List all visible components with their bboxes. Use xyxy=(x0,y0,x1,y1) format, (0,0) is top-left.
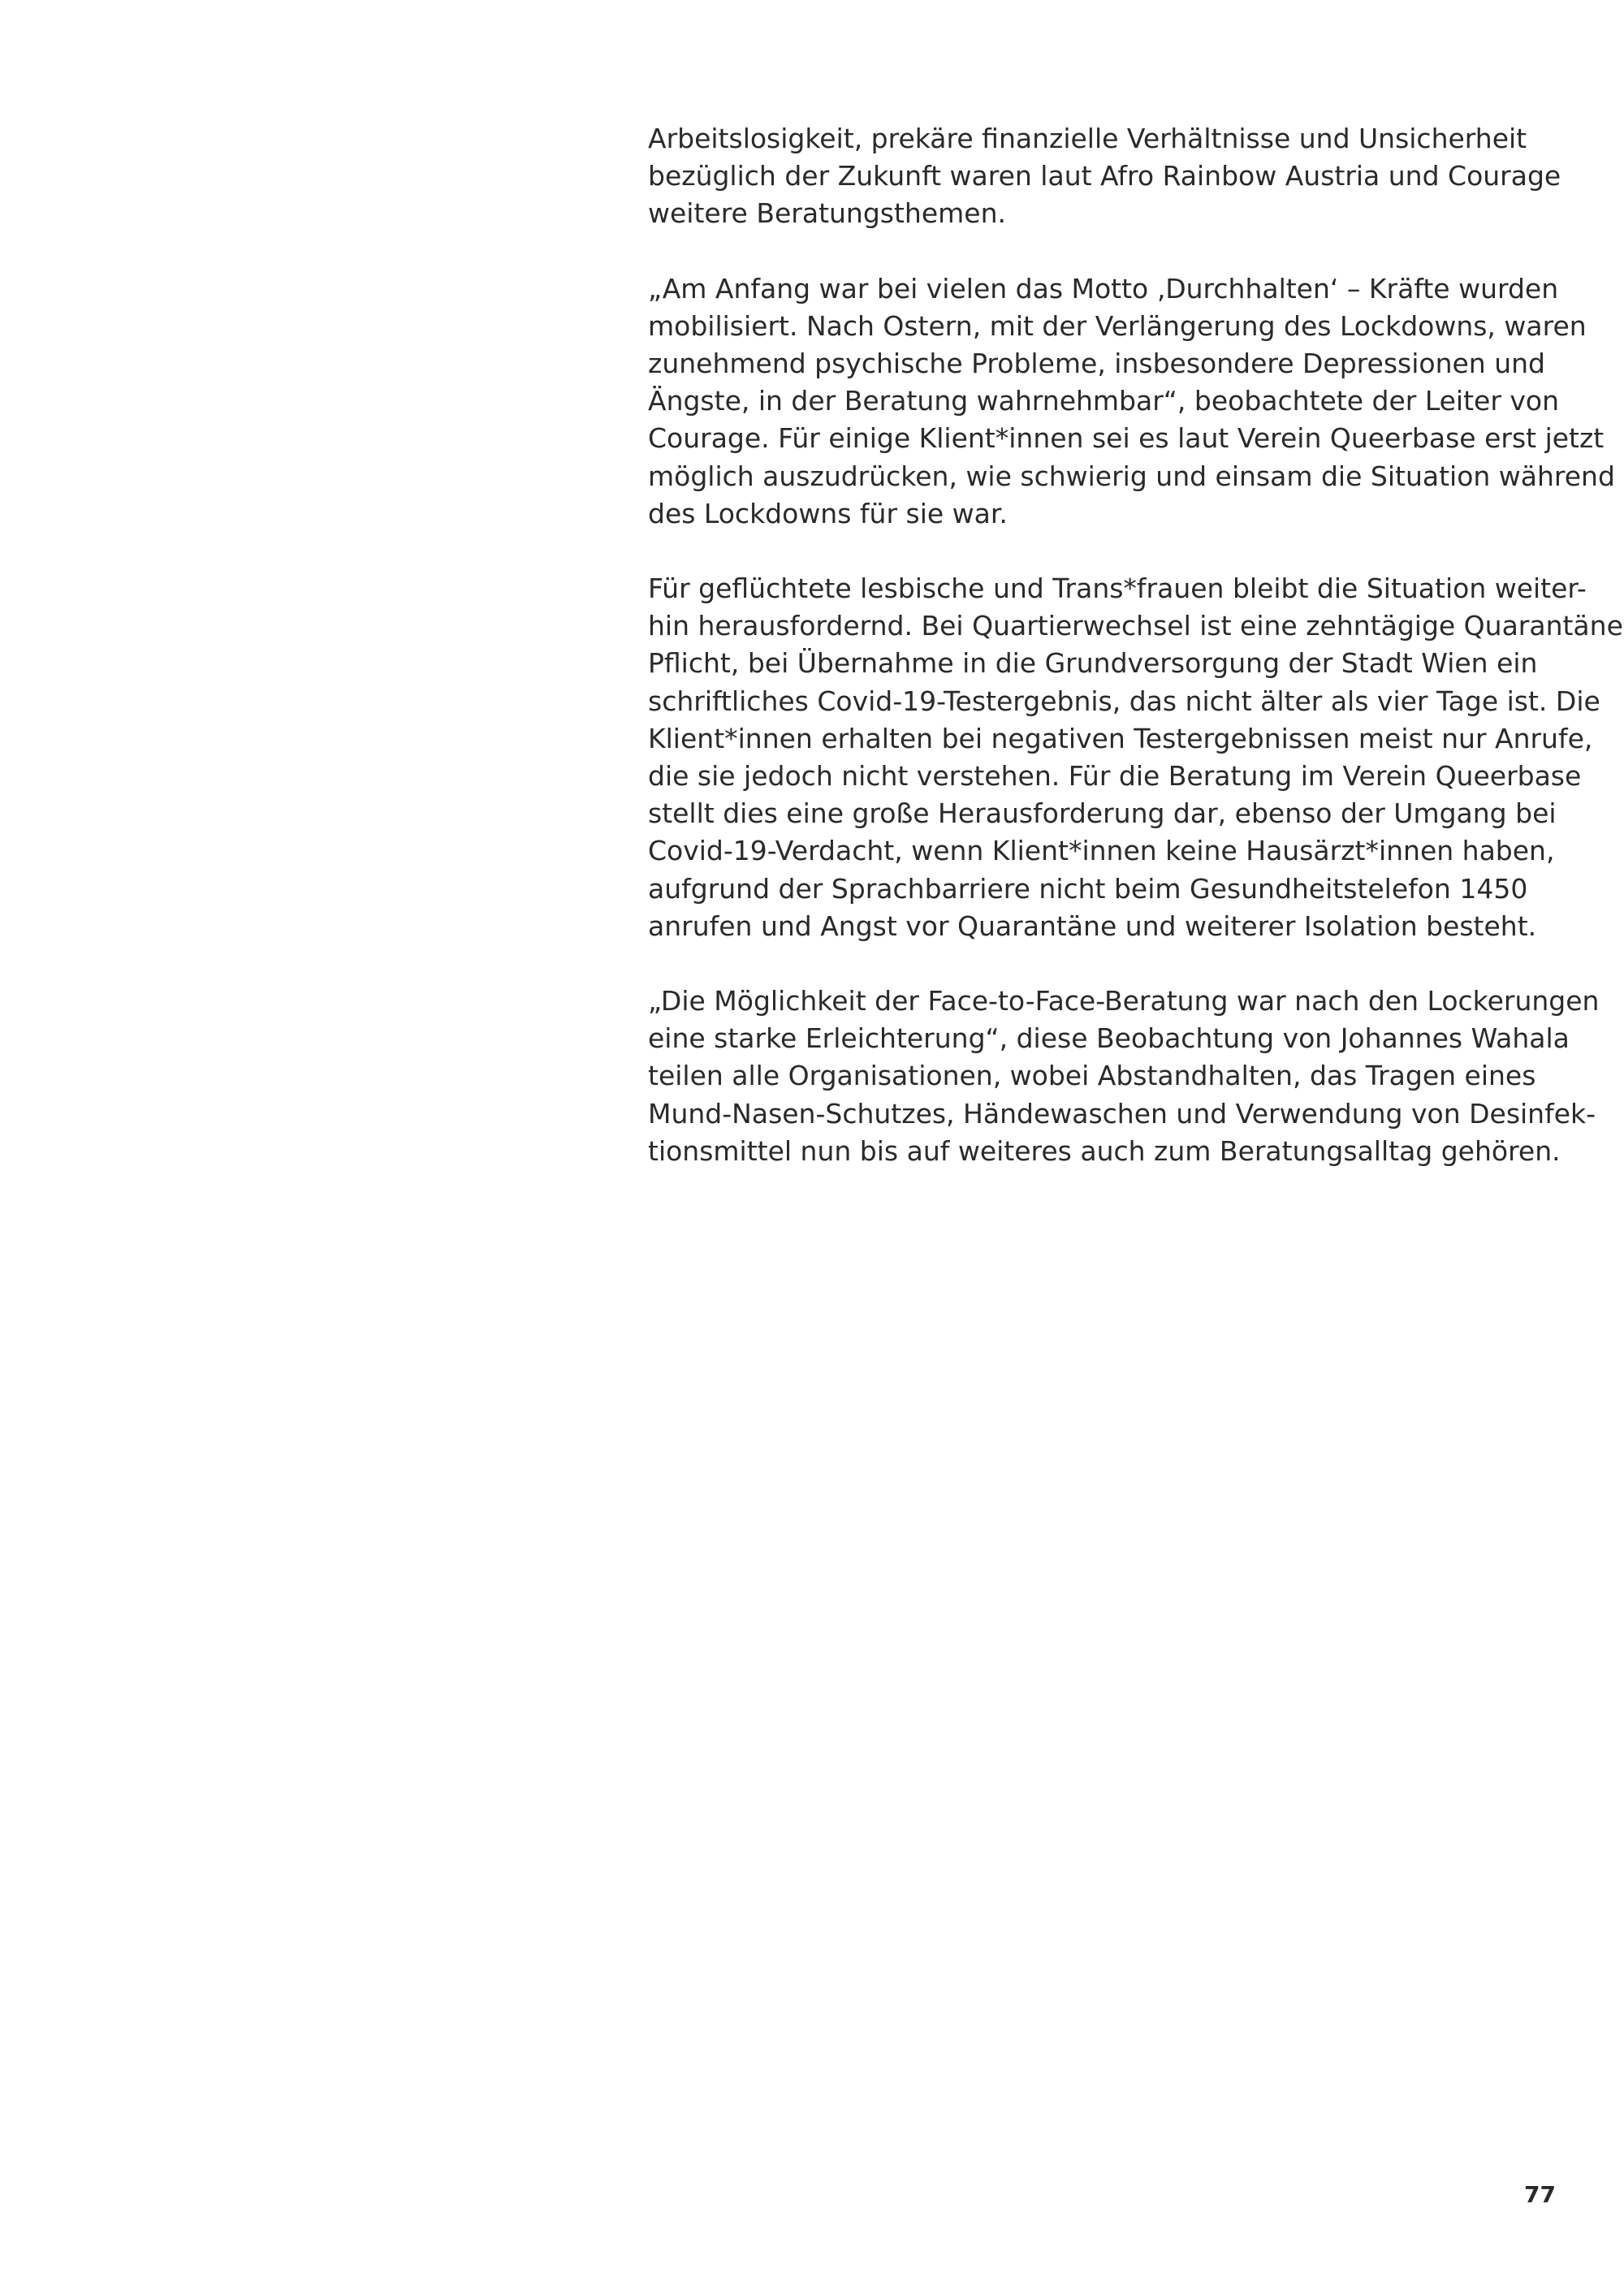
text-line: Pflicht, bei Übernahme in die Grundversorgung der Stadt Wien ein xyxy=(648,647,1538,680)
text-line: Covid-19-Verdacht, wenn Klient*innen keine Hausärzt*innen haben, xyxy=(648,835,1555,867)
text-line: Klient*innen erhalten bei negativen Testergebnissen meist nur Anrufe, xyxy=(648,722,1593,754)
text-line: Arbeitslosigkeit, prekäre finanzielle Verhältnisse und Unsicherheit xyxy=(648,123,1527,154)
page-number: 77 xyxy=(1524,2181,1556,2208)
text-line: bezüglich der Zukunft waren laut Afro Rainbow Austria und Courage xyxy=(648,160,1561,192)
text-line: eine starke Erleichterung“, diese Beobachtung von Johannes Wahala xyxy=(648,1022,1570,1055)
text-line: „Die Möglichkeit der Face-to-Face-Beratung war nach den Lockerungen xyxy=(648,985,1600,1017)
text-line: stellt dies eine große Herausforderung dar, ebenso der Umgang bei xyxy=(648,797,1557,830)
text-line: weitere Beratungsthemen. xyxy=(648,197,1006,230)
text-line: teilen alle Organisationen, wobei Abstandhalten, das Tragen eines xyxy=(648,1060,1536,1092)
text-line: schriftliches Covid-19-Testergebnis, das nicht älter als vier Tage ist. Die xyxy=(648,685,1600,717)
text-line: Ängste, in der Beratung wahrnehmbar“, beobachtete der Leiter von xyxy=(648,385,1560,417)
text-line: mobilisiert. Nach Ostern, mit der Verlängerung des Lockdowns, waren xyxy=(648,309,1587,342)
paragraph xyxy=(648,120,1561,233)
text-line: tionsmittel nun bis auf weiteres auch zum Beratungsalltag gehören. xyxy=(648,1134,1561,1167)
paragraph xyxy=(648,570,1623,945)
text-line: Mund-Nasen-Schutzes, Händewaschen und Verwendung von Desinfek- xyxy=(648,1097,1596,1130)
text-line: möglich auszudrücken, wie schwierig und einsam die Situation während xyxy=(648,460,1615,492)
paragraph xyxy=(648,983,1600,1170)
paragraph xyxy=(648,270,1615,533)
text-line: des Lockdowns für sie war. xyxy=(648,497,1008,529)
text-line: Courage. Für einige Klient*innen sei es laut Verein Queerbase erst jetzt xyxy=(648,422,1605,455)
text-line: hin herausfordernd. Bei Quartierwechsel ist eine zehntägige Quarantäne xyxy=(648,610,1623,642)
text-line: zunehmend psychische Probleme, insbesondere Depressionen und xyxy=(648,348,1545,380)
text-line: „Am Anfang war bei vielen das Motto ‚Durchhalten‘ – Kräfte wurden xyxy=(648,272,1559,305)
body-text xyxy=(648,120,1623,1207)
text-line: aufgrund der Sprachbarriere nicht beim Gesundheitstelefon 1450 xyxy=(648,872,1528,905)
text-line: Für geflüchtete lesbische und Trans*frauen bleibt die Situation weiter- xyxy=(648,572,1587,605)
text-line: die sie jedoch nicht verstehen. Für die Beratung im Verein Queerbase xyxy=(648,760,1582,793)
text-line: anrufen und Angst vor Quarantäne und weiterer Isolation besteht. xyxy=(648,909,1537,942)
